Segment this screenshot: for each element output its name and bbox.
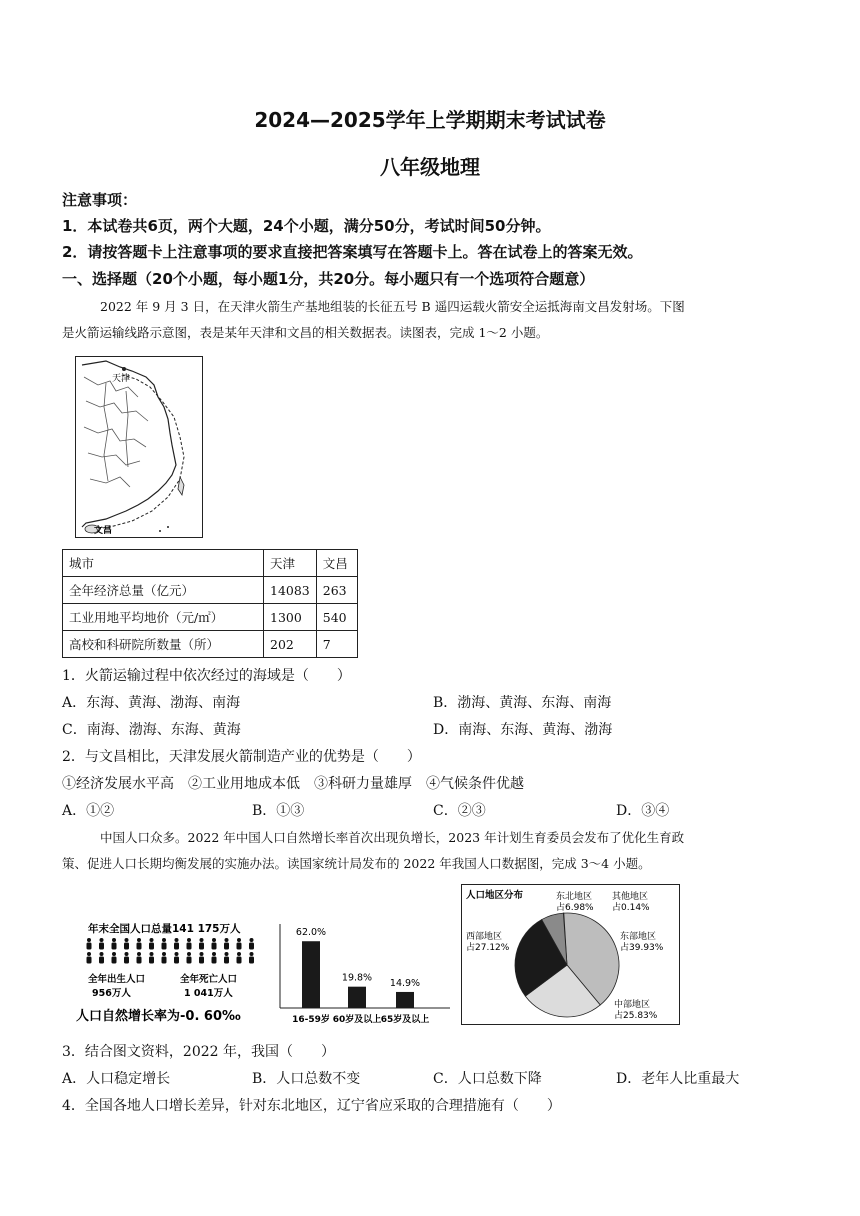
map-label-wenchang: 文昌 [94,526,113,536]
births-value: 956万人 [92,988,131,999]
map-drawing [76,357,202,537]
person-icon [124,938,129,950]
deaths-value: 1 041万人 [184,988,233,999]
pie-slice-label: 占39.93% [620,943,664,953]
bar-1 [348,987,366,1008]
q2-stem: 2．与文昌相比，天津发展火箭制造产业的优势是（ ） [62,749,421,765]
q2-statements: ①经济发展水平高 ②工业用地成本低 ③科研力量雄厚 ④气候条件优越 [62,776,524,792]
person-icon [249,952,254,964]
person-icon [112,952,117,964]
person-icon [137,952,142,964]
q1-option-c: C．南海、渤海、东海、黄海 [62,722,241,738]
person-icon [162,938,167,950]
notice-item-2: 2．请按答题卡上注意事项的要求直接把答案填写在答题卡上。答在试卷上的答案无效。 [62,243,643,261]
bar-value-label: 62.0% [295,927,327,939]
person-icon [137,938,142,950]
section-heading: 一、选择题（20个小题，每小题1分，共20分。每小题只有一个选项符合题意） [62,270,595,288]
person-icon [174,952,179,964]
person-icon [249,938,254,950]
pie-chart-svg [462,885,678,1023]
bar-value-label: 19.8% [341,972,373,984]
natural-growth-rate: 人口自然增长率为-0. 60‰ [76,1009,241,1024]
population-total: 年末全国人口总量141 175万人 [88,923,241,935]
q1-option-d: D．南海、东海、黄海、渤海 [433,722,613,738]
person-icon [99,938,104,950]
person-icon [237,952,242,964]
table-cell: 540 [316,604,357,631]
table-cell: 全年经济总量（亿元） [63,577,264,604]
q2-option-d: D．③④ [616,803,670,819]
table-cell: 1300 [264,604,317,631]
table-cell: 工业用地平均地价（元/㎡） [63,604,264,631]
age-bar-chart [276,920,452,1030]
table-cell: 202 [264,631,317,658]
pie-slice-name: 东北地区 [556,892,593,902]
person-icon [187,938,192,950]
q2-option-c: C．②③ [433,803,486,819]
notice-heading: 注意事项： [62,191,138,209]
q3-stem: 3．结合图文资料，2022 年，我国（ ） [62,1044,335,1060]
people-icons [87,938,255,964]
table-header-cell: 天津 [264,550,317,577]
q1-option-a: A．东海、黄海、渤海、南海 [62,695,241,711]
table-row [63,577,358,604]
infographic-drawing [74,920,269,1030]
rocket-route-map [75,356,203,538]
bar-category-label: 65岁及以上 [380,1015,430,1025]
pie-slice-name: 中部地区 [614,1000,651,1010]
q3-option-b: B．人口总数不变 [252,1071,361,1087]
person-icon [237,938,242,950]
person-icon [87,938,92,950]
q2-option-a: A．①② [62,803,115,819]
births-label: 全年出生人口 [88,974,146,985]
bar-2 [396,992,414,1008]
bar-category-label: 16-59岁 [292,1015,330,1025]
q1-option-b: B．渤海、黄海、东海、南海 [433,695,612,711]
person-icon [87,952,92,964]
q3-option-a: A．人口稳定增长 [62,1071,171,1087]
q3-option-c: C．人口总数下降 [433,1071,542,1087]
passage1-line-1: 2022 年 9 月 3 日，在天津火箭生产基地组装的长征五号 B 遥四运载火箭安全运抵海南文昌发射场。下图 [100,299,685,314]
person-icon [187,952,192,964]
bar-chart-svg [276,920,452,1030]
pie-slice-label: 占6.98% [556,903,594,913]
exam-title: 2024—2025学年上学期期末考试试卷 [254,108,606,132]
person-icon [212,938,217,950]
bar-value-label: 14.9% [389,977,421,989]
person-icon [224,938,229,950]
q4-stem: 4．全国各地人口增长差异，针对东北地区，辽宁省应采取的合理措施有（ ） [62,1098,561,1114]
person-icon [199,938,204,950]
person-icon [124,952,129,964]
person-icon [162,952,167,964]
pie-slice-name: 其他地区 [612,892,649,902]
table-header-row [63,550,358,577]
pie-slice-name: 西部地区 [466,932,503,942]
person-icon [174,938,179,950]
person-icon [99,952,104,964]
person-icon [112,938,117,950]
notice-item-1: 1．本试卷共6页，两个大题，24个小题，满分50分，考试时间50分钟。 [62,217,551,235]
table-cell: 263 [316,577,357,604]
person-icon [199,952,204,964]
exam-subtitle: 八年级地理 [380,155,480,179]
passage1-line-2: 是火箭运输线路示意图，表是某年天津和文昌的相关数据表。读图表，完成 1～2 小题。 [62,325,549,340]
table-cell: 14083 [264,577,317,604]
q1-stem: 1．火箭运输过程中依次经过的海域是（ ） [62,668,351,684]
map-label-tianjin: 天津 [112,374,131,384]
q3-option-d: D．老年人比重最大 [616,1071,740,1087]
region-pie-chart [461,884,680,1025]
person-icon [149,938,154,950]
city-data-table [62,549,358,658]
population-infographic [74,920,269,1030]
pie-title: 人口地区分布 [466,890,524,901]
deaths-label: 全年死亡人口 [180,974,238,985]
bar-0 [302,941,320,1008]
person-icon [212,952,217,964]
table-row [63,631,358,658]
q2-option-b: B．①③ [252,803,305,819]
table-header-cell: 城市 [63,550,264,577]
table-row [63,604,358,631]
table-cell: 7 [316,631,357,658]
person-icon [149,952,154,964]
pie-slice-name: 东部地区 [620,932,657,942]
person-icon [224,952,229,964]
passage2-line-1: 中国人口众多。2022 年中国人口自然增长率首次出现负增长，2023 年计划生育委员会发布了优化生育政 [100,830,685,845]
bar-category-label: 60岁及以上 [332,1015,382,1025]
pie-slice-label: 占27.12% [466,943,510,953]
table-cell: 高校和科研院所数量（所） [63,631,264,658]
table-header-cell: 文昌 [316,550,357,577]
pie-slice-label: 占25.83% [614,1011,658,1021]
passage2-line-2: 策、促进人口长期均衡发展的实施办法。读国家统计局发布的 2022 年我国人口数据图，完成 3～4 小题。 [62,856,651,871]
pie-slice-label: 占0.14% [612,903,650,913]
